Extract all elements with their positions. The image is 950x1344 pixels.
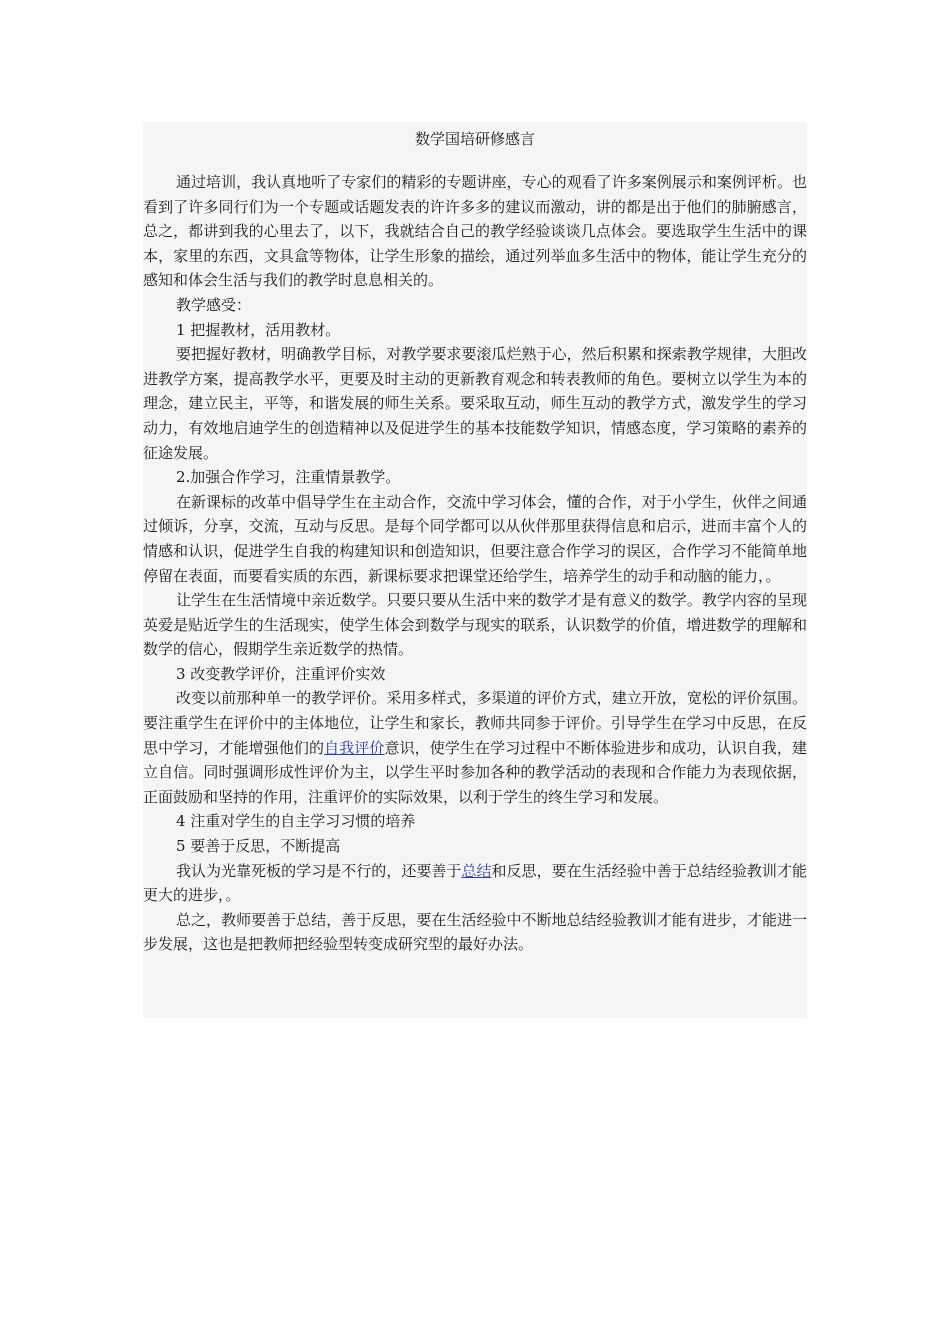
section-label-teaching-feelings: 教学感受： [176, 295, 252, 314]
paragraph-point-2-continued: 让学生在生活情境中亲近数学。只要只要从生活中来的数学才是有意义的数学。教学内容的呈现英爱是贴近学生的生活现实，使学生体会到数学与现实的联系，认识数学的价值，增进数学的理解和数学的信心，假期学生亲近数学的热情。 [143, 591, 807, 659]
paragraph-point-1: 要把握好教材，明确教学目标，对教学要求要滚瓜烂熟于心，然后积累和探索教学规律，大胆改进教学方案，提高教学水平，更要及时主动的更新教育观念和转表教师的角色。要树立以学生为本的理念，建立民主，平等，和谐发展的师生关系。要采取互动，师生互动的教学方式，激发学生的学习动力，有效地启迪学生的创造精神以及促进学生的基本技能数学知识，情感态度，学习策略的素养的征途发展。 [143, 345, 807, 462]
heading-point-4: 4 注重对学生的自主学习习惯的培养 [176, 812, 416, 831]
paragraph-point-3-text-a: 改变以前那种单一的教学评价。采用多样式，多渠道的评价方式，建立开放，宽松的评价氛围。要注重学生在评价中的主体地位，让学生和家长，教师共同参于评价。引导学生在学习中反思，在反思中学习，才能增强他们的 [143, 689, 807, 757]
summary-link[interactable]: 总结 [461, 861, 492, 880]
document-title: 数学国培研修感言 [414, 130, 535, 148]
paragraph-point-2: 在新课标的改革中倡导学生在主动合作，交流中学习体会，懂的合作，对于小学生，伙伴之间通过倾诉，分享，交流，互动与反思。是每个同学都可以从伙伴那里获得信息和启示，进而丰富个人的情感和认识，促进学生自我的构建知识和创造知识，但要注意合作学习的误区，合作学习不能简单地停留在表面，而要看实质的东西，新课标要求把课堂还给学生，培养学生的动手和动脑的能力，。 [143, 492, 807, 585]
intro-paragraph: 通过培训，我认真地听了专家们的精彩的专题讲座，专心的观看了许多案例展示和案例评析。也看到了许多同行们为一个专题或话题发表的许许多多的建议而激动，讲的都是出于他们的肺腑感言，总之，都讲到我的心里去了，以下，我就结合自己的教学经验谈谈几点体会。要选取学生生活中的课本，家里的东西，文具盒等物体，让学生形象的描绘，通过列举血多生活中的物体，能让学生充分的感知和体会生活与我们的教学时息息相关的。 [143, 173, 807, 290]
paragraph-point-5-text-b: 和反思，要在生活经验中善于总结经验教训才能更大的进步，。 [143, 861, 807, 905]
heading-point-2: 2.加强合作学习，注重情景教学。 [176, 468, 401, 487]
paragraph-point-5 [143, 859, 807, 908]
conclusion-paragraph: 总之，教师要善于总结，善于反思，要在生活经验中不断地总结经验教训才能有进步，才能进一步发展，这也是把教师把经验型转变成研究型的最好办法。 [143, 910, 807, 954]
paragraph-point-3 [143, 686, 807, 809]
heading-point-3: 3 改变教学评价，注重评价实效 [176, 664, 386, 683]
document-body [143, 122, 807, 1018]
paragraph-point-3-text-b: 意识，使学生在学习过程中不断体验进步和成功，认识自我，建立自信。同时强调形成性评价为主，以学生平时参加各种的教学活动的表现和合作能力为表现依据，正面鼓励和坚持的作用，注重评价的实际效果，以利于学生的终生学习和发展。 [143, 738, 807, 806]
paragraph-point-5-text-a: 我认为光靠死板的学习是不行的，还要善于 [176, 861, 462, 880]
heading-point-1: 1 把握教材，活用教材。 [176, 320, 341, 339]
heading-point-5: 5 要善于反思，不断提高 [176, 837, 341, 856]
self-evaluation-link[interactable]: 自我评价 [324, 738, 385, 757]
